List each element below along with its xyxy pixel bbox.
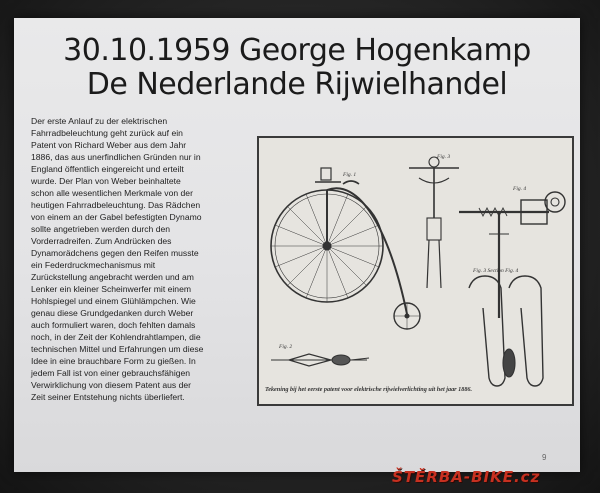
paragraph-line: Lenker ein kleiner Scheinwerfer mit einem: [31, 284, 192, 294]
slide-paragraph: [31, 115, 253, 403]
paragraph-line: noch, in der Zeit der Kohlendrahtlampen, die: [31, 332, 201, 342]
paragraph-line: von einem an der Gabel befestigten Dynamo: [31, 212, 202, 222]
paragraph-line: Verwirklichung von diesem Patent aus der: [31, 380, 192, 390]
paragraph-line: jedem Fall ist von einer gebrauchsfähigen: [31, 368, 191, 378]
paragraph-line: Vorderradreifen. Zum Andrücken des: [31, 236, 172, 246]
svg-text:Fig. 4: Fig. 4: [513, 186, 527, 192]
slide-title-line-1: 30.10.1959 George Hogenkamp: [63, 33, 531, 68]
patent-drawing: [257, 136, 574, 406]
paragraph-line: auch formuliert waren, doch fehlten damals: [31, 320, 196, 330]
paragraph-line: Zurückstellung angebracht werden und am: [31, 272, 194, 282]
paragraph-line: Dynamorädchens gegen den Reifen musste: [31, 248, 199, 258]
paragraph-line: 1886, das aus unerfindlichen Gründen nur in: [31, 152, 201, 162]
paragraph-line: Hohlspiegel und einem Glühlämpchen. Wie: [31, 296, 196, 306]
svg-text:Fig. 1: Fig. 1: [343, 172, 357, 178]
presentation-slide: [14, 18, 580, 472]
watermark-logo: ŠTĚRBA-BIKE.cz: [392, 468, 541, 486]
paragraph-line: technischen Mittel und Erfahrungen um diese: [31, 344, 204, 354]
paragraph-line: England öffentlich eingereicht und erteilt: [31, 164, 184, 174]
paragraph-line: schon alle wesentlichen Merkmale von der: [31, 188, 193, 198]
paragraph-line: Fahrradbeleuchtung geht zurück auf ein: [31, 128, 183, 138]
slide-title-line-2: De Nederlande Rijwielhandel: [86, 67, 508, 102]
paragraph-line: Patent von Richard Weber aus dem Jahr: [31, 140, 187, 150]
paragraph-line: heutigen Fahrradbeleuchtung. Das Rädchen: [31, 200, 201, 210]
paragraph-line: ein Federdruckmechanismus mit: [31, 260, 156, 270]
paragraph-line: sollte angetrieben werden durch den: [31, 224, 171, 234]
paragraph-line: Der erste Anlauf zu der elektrischen: [31, 116, 168, 126]
svg-text:Fig. 3: Fig. 3: [437, 154, 451, 160]
paragraph-line: wurde. Der Plan von Weber beinhaltete: [31, 176, 181, 186]
paragraph-line: genau diese Grundgedanken durch Weber: [31, 308, 194, 318]
paragraph-line: Idee in eine brauchbare Form zu gießen. In: [31, 356, 196, 366]
slide-page-number: 9: [542, 453, 547, 462]
svg-text:Fig. 3 Section Fig. 4: Fig. 3 Section Fig. 4: [473, 268, 519, 274]
patent-drawing-illustration: [259, 138, 572, 404]
figure-caption: Tekening bij het eerste patent voor elektrische rijwielverlichting uit het jaar 1886.: [265, 386, 473, 393]
svg-text:Fig. 2: Fig. 2: [279, 344, 293, 350]
paragraph-line: Zeit seiner Entstehung nichts überliefert.: [31, 392, 185, 402]
